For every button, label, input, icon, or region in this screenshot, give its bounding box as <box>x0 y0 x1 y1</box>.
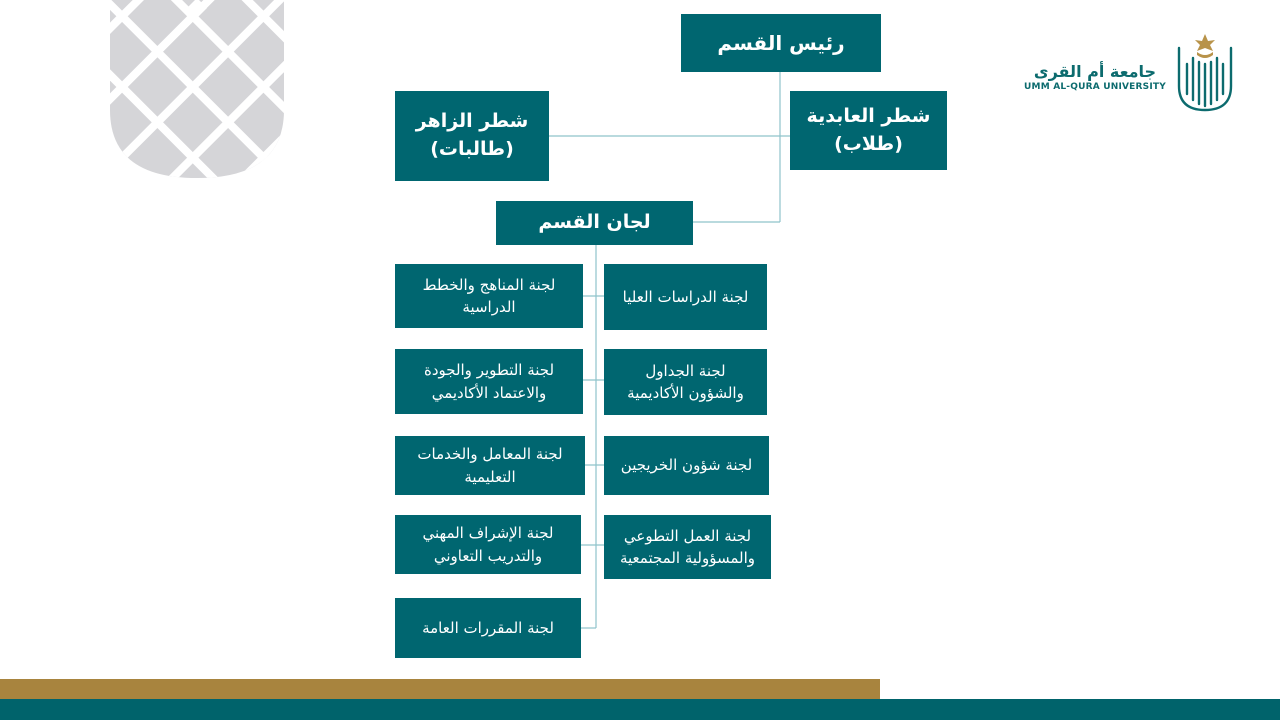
umm-al-qura-emblem-icon <box>1175 28 1235 114</box>
committees-header-box: لجان القسم <box>496 201 693 245</box>
committee-box: لجنة شؤون الخريجين <box>604 436 769 495</box>
committee-box: لجنة التطوير والجودة والاعتماد الأكاديمي <box>395 349 583 414</box>
committee-box: لجنة المقررات العامة <box>395 598 581 658</box>
committee-box: لجنة العمل التطوعي والمسؤولية المجتمعية <box>604 515 771 579</box>
branch-zaher-box: شطر الزاهر (طالبات) <box>395 91 549 181</box>
committee-box: لجنة المناهج والخطط الدراسية <box>395 264 583 328</box>
branch-abidiyah-box: شطر العابدية (طلاب) <box>790 91 947 170</box>
department-head-box: رئيس القسم <box>681 14 881 72</box>
logo-arabic-name: جامعة أم القرى <box>1033 62 1157 81</box>
committee-box: لجنة المعامل والخدمات التعليمية <box>395 436 585 495</box>
footer-gold-band <box>0 679 880 699</box>
committee-box: لجنة الدراسات العليا <box>604 264 767 330</box>
committee-box: لجنة الجداول والشؤون الأكاديمية <box>604 349 767 415</box>
logo-english-name: UMM AL-QURA UNIVERSITY <box>1024 82 1166 92</box>
committee-box: لجنة الإشراف المهني والتدريب التعاوني <box>395 515 581 574</box>
university-logo <box>1015 28 1240 114</box>
footer-teal-band <box>0 699 1280 720</box>
